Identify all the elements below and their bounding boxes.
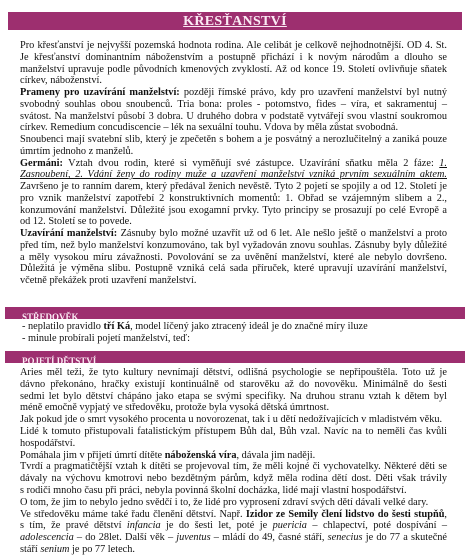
paragraph [20,509,447,556]
line-content [20,75,102,87]
text-run: O tom, že jim to nebylo jedno svědčí i to, že lidé pro vyprosení zdraví svých dětí dávali velké dary. [20,496,429,508]
text-run: Je křesťanství dominantním náboženstvím a postupně přichází i k novým národům a dlouho se [20,51,447,63]
text-line [20,379,447,391]
text-line [20,87,447,99]
line-content [20,99,447,111]
text-line [20,64,447,76]
line-content [20,52,447,64]
italic-text: senium [40,543,70,555]
text-run: – mládí do 49, časné stáří, [210,532,328,544]
line-content [20,509,447,521]
section-heading-bar [8,12,462,30]
line-content [20,216,132,228]
paragraph [22,333,447,345]
line-content [20,252,447,264]
text-run: sedmi let bylo dětství chápáno jako etapa se svými specifiky. Na druhou stranu vztah k dětem byl [20,390,447,402]
text-line [20,426,447,438]
paragraph [22,321,447,333]
italic-text: infancia [126,520,161,532]
section-body-krestanstvi [20,40,447,287]
text-run: Zásnuby bylo možné uzavřít už od 6 let. Ale nešlo ještě o manželství a proto [117,228,447,239]
text-line [20,367,447,379]
text-line [20,414,447,426]
text-line [20,461,447,473]
text-run: církev. Remedium concudiscencie – lék na sexuální touhu. Vdova by měla zůstat svobodná. [20,122,399,134]
text-run: – do 28let. Další věk – [73,532,177,544]
text-line [20,544,447,556]
bold-text: Izidor ze Semily člení lidstvo do šesti stupňů [245,508,445,520]
text-run: pro vznik manželství zapotřebí 2 konstruktivních momentů: 1. Obřad se vzájemným slibem a 2., [20,192,447,204]
line-content [20,263,447,275]
text-line [22,333,447,345]
text-run: Završeno je to ranním darem, který předával ženich nevěstě. Tyto 2 pojetí se spojily a od 12. Století je [20,181,447,192]
text-run: úmrtím jednoho z manželů. [20,145,134,157]
text-line [20,216,447,228]
text-line [20,485,447,497]
line-content [20,414,442,426]
italic-text: adolescencia [20,532,74,544]
text-run: Pomáhala jim v přijetí úmrtí dítěte [20,449,165,461]
line-content [20,240,447,252]
line-content [20,497,428,509]
line-content [20,438,75,450]
line-content [20,228,447,240]
text-run: Důležitá je výměna slibu. Postupně vzniká celá sada příruček, které upravují uzavírání manželství, [20,263,447,275]
line-content [20,367,447,379]
text-line [20,497,447,509]
line-content [20,520,447,532]
text-line [20,402,447,414]
bold-text: tří Ká [103,321,131,332]
line-content [20,391,447,403]
text-line [20,240,447,252]
text-run: s rodiči mnoho času při práci, nebyla povinná školní docházka, lidé mají vlastní hospodářství. [20,484,407,496]
line-content [20,64,447,76]
line-content [20,532,447,544]
text-run: svobodný souhlas obou snoubenců. Tria bona: proles - potomstvo, fides – víra, et sakramentuj – [20,98,447,110]
text-line [22,321,447,333]
line-content [20,158,447,170]
bold-text: Prameny pro uzavírání manželství: [20,87,180,98]
section-heading-pojeti-detstvi: POJETÍ DĚTSTVÍ [22,356,97,363]
text-run: církev, náboženství. [20,75,102,87]
text-run: stáří [20,543,41,555]
text-run: před tím, než bylo manželství konzumováno, tak byl vyžadován znovu souhlas. Zásnuby byly důležité [20,239,447,251]
text-run: Aries měl teži, že tyto kultury nevnímají dětství, odlišná psychologie se nepřipouštěla. Toto už je [20,367,447,378]
text-line [20,52,447,64]
text-run: – chlapectví, poté dospívání – [306,520,447,532]
bold-text: Germáni: [20,157,63,169]
line-content [20,450,315,462]
section-heading-bar [5,351,465,363]
text-run: méně emočně vypjatý ve středověku, protože byla vysoká dětská úmrtnost. [20,402,330,414]
paragraph [20,461,447,496]
text-run: , [444,508,447,520]
text-run: je po 77 letech. [69,543,135,555]
line-content [20,402,329,414]
line-content [20,134,447,146]
text-run: Jak pokud jde o smrt vysokého procenta u novorozenat, tak i u dětí nedožívajících v mladistvém věku. [20,414,443,426]
line-content [20,379,447,391]
italic-text: 1. [439,157,447,169]
bold-text: Uzavírání manželství: [20,228,118,239]
text-run: - neplatilo pravidlo [22,321,104,332]
text-line [20,275,447,287]
text-run: svátost. Na manželství působí 3 dobra. U druhého dobra v podstatě vytvářejí svou vlastní soukromou [20,110,447,122]
line-content [20,473,447,485]
paragraph [20,414,447,426]
line-content [20,485,407,497]
line-content [20,146,133,158]
section-heading-krestanstvi: KŘESŤANSTVÍ [183,14,287,29]
text-run: dávno překonáno, hračky existují kontinuálně od starověku až do novověku. Minimálně do šesti [20,378,447,390]
text-line [20,146,447,158]
text-run: - minule probírali pojetí manželství, teď: [22,333,190,344]
text-line [20,111,447,123]
text-line [20,391,447,403]
text-line [20,520,447,532]
text-run: od 12. Století se to povede. [20,216,132,228]
text-line [20,509,447,521]
text-line [20,205,447,217]
text-line [20,228,447,240]
text-run: , model líčený jako ztracený ideál je do značné míry iluze [130,321,368,332]
text-run: včetně překážek proti uzavření manželství. [20,275,197,286]
text-run: konzumování manželství. Důležité jsou exogamní prvky. Tyto principy se prosazují po celé Evropě a [20,204,447,216]
text-run: manželství upravuje podle původních kmenových zvyklostí. Až od konce 19. Století ovlivňuje sňatek [20,63,447,75]
italic-text: juventus [176,532,211,544]
text-run: Ve středověku máme také řadu členění dětství. Např. [20,508,246,520]
text-line [20,169,447,181]
text-run: Lidé k tomuto přistupovali fatalistickým přístupem Bůh dal, Bůh vzal. Navíc na to neměli čas kvůli [20,425,447,437]
line-content [20,461,447,473]
text-line [20,158,447,170]
text-line [20,40,447,52]
text-run: Tvrdí a pragmatičtější vztah k dítěti se projevoval tím, že měli kojné či vychovatelky. Některé děti se [20,461,447,473]
text-run: a měly vysokou míru závažnosti. Povolování se za uvěnění manželství, které ale nebylo dovršeno. [20,251,447,263]
line-content [20,87,447,99]
text-run: Vztah dvou rodin, které si vyměňují své zástupce. Uzavírání sňatku měla 2 fáze: [62,157,440,169]
text-line [20,532,447,544]
text-run: dávaly na výchovu kmotrovi nebo bezdětným párům, když měla rodina dětí dost. Děti však trávily [20,473,447,485]
paragraph [20,367,447,414]
section-body-pojeti-detstvi [20,367,447,556]
italic-text: puericia [272,520,307,532]
section-heading-bar [5,307,465,319]
paragraph [20,228,447,287]
line-content [20,181,447,193]
text-run: Pro křesťanství je nejvyšší pozemská hodnota rodina. Ale celibát je celkově nejhodnotnější. OD 4. St. [20,40,447,51]
text-line [20,473,447,485]
text-line [20,134,447,146]
line-content [22,321,368,333]
section-heading-stredovek: STŘEDOVĚK [22,312,79,319]
bold-text: náboženská víra [164,449,237,461]
text-run: později římské právo, kdy pro uzavření manželství byl nutný [179,87,448,98]
text-run: je do šesti let, poté je [160,520,273,532]
section-body-stredovek [22,321,447,345]
paragraph [20,497,447,509]
line-content [20,169,447,181]
paragraph [20,87,447,134]
text-line [20,99,447,111]
text-line [20,181,447,193]
paragraph [20,450,447,462]
text-line [20,252,447,264]
line-content [20,426,447,438]
line-content [20,544,135,556]
line-content [20,122,398,134]
text-run: hospodářství. [20,437,76,449]
line-content [20,111,447,123]
line-content [20,193,447,205]
line-content [20,40,447,52]
text-line [20,450,447,462]
paragraph [20,426,447,450]
paragraph [20,40,447,87]
text-line [20,438,447,450]
italic-text: Zasnoubení, 2. Vdání ženy do rodiny muže a uzavření manželství vzniká prvním sexuálním aktem. [20,169,447,181]
italic-text: senecius [327,532,363,544]
line-content [20,205,447,217]
line-content [20,275,196,287]
paragraph [20,158,447,229]
text-run: je do 77 a skutečné [362,532,447,544]
text-run: Snoubenci mají svatební slib, který je zpečetěn s bohem a je posvátný a nerozlučitelný a zaniká pouze [20,134,447,145]
text-run: s tím, že pravé dětství [20,520,127,532]
line-content [22,333,190,345]
text-line [20,75,447,87]
text-line [20,193,447,205]
text-line [20,122,447,134]
text-line [20,263,447,275]
paragraph [20,134,447,158]
text-run: , dávala jim naději. [236,449,316,461]
